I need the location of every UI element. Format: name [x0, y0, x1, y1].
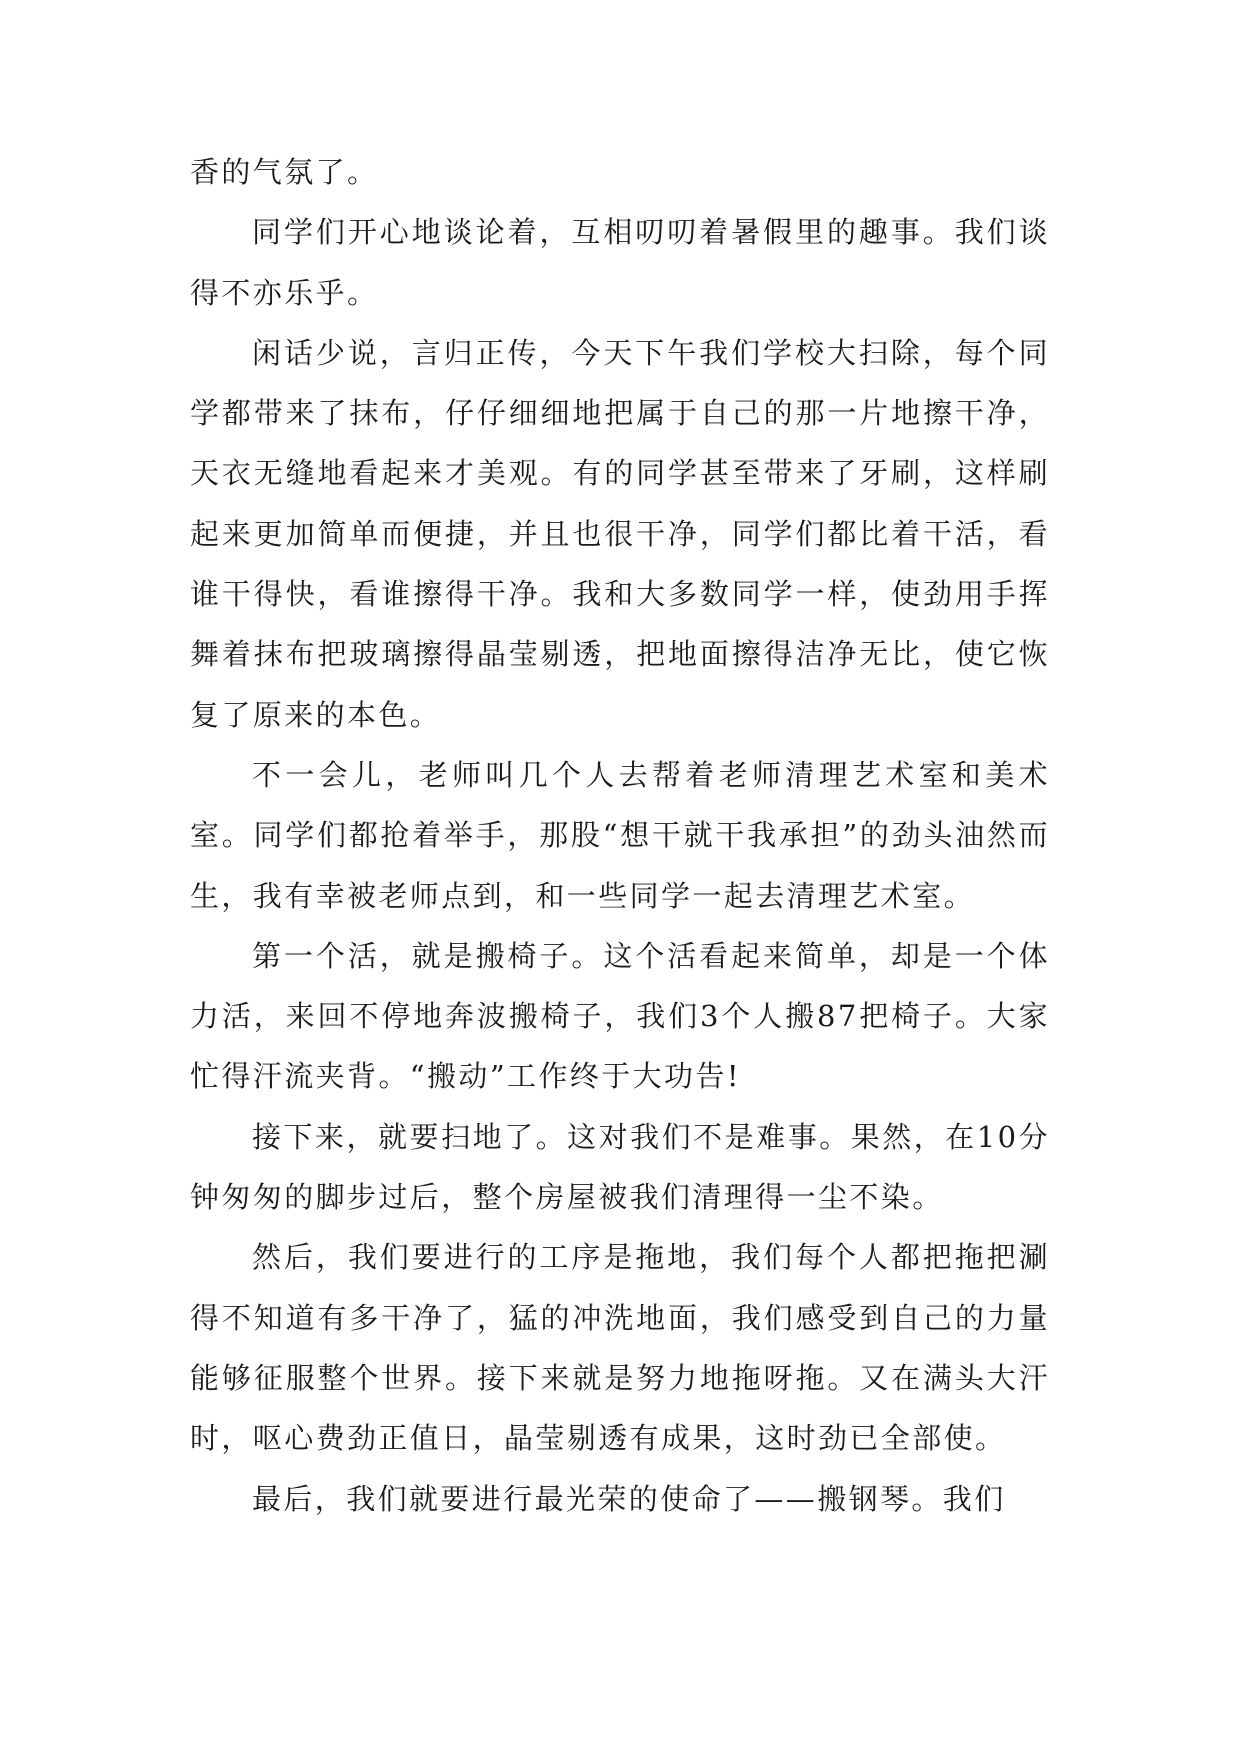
- paragraph: 闲话少说，言归正传，今天下午我们学校大扫除，每个同学都带来了抹布，仔仔细细地把属于自己的那一片地擦干净，天衣无缝地看起来才美观。有的同学甚至带来了牙刷，这样刷起来更加简单而便捷，并且也很干净，同学们都比着干活，看谁干得快，看谁擦得干净。我和大多数同学一样，使劲用手挥舞着抹布把玻璃擦得晶莹剔透，把地面擦得洁净无比，使它恢复了原来的本色。: [190, 335, 1050, 732]
- paragraph: 第一个活，就是搬椅子。这个活看起来简单，却是一个体力活，来回不停地奔波搬椅子，我们3个人搬87把椅子。大家忙得汗流夹背。“搬动”工作终于大功告!: [190, 938, 1050, 1094]
- paragraph: 不一会儿，老师叫几个人去帮着老师清理艺术室和美术室。同学们都抢着举手，那股“想干就干我承担”的劲头油然而生，我有幸被老师点到，和一些同学一起去清理艺术室。: [190, 757, 1050, 913]
- paragraph: 接下来，就要扫地了。这对我们不是难事。果然，在10分钟匆匆的脚步过后，整个房屋被我们清理得一尘不染。: [190, 1119, 1050, 1215]
- paragraph: 最后，我们就要进行最光荣的使命了——搬钢琴。我们: [252, 1481, 1006, 1516]
- paragraph: 同学们开心地谈论着，互相叨叨着暑假里的趣事。我们谈得不亦乐乎。: [190, 215, 1050, 310]
- paragraph-continuation: 香的气氛了。: [190, 155, 379, 189]
- essay-body: [190, 142, 1050, 1529]
- paragraph: 然后，我们要进行的工序是拖地，我们每个人都把拖把涮得不知道有多干净了，猛的冲洗地面，我们感受到自己的力量能够征服整个世界。接下来就是努力地拖呀拖。又在满头大汗时，呕心费劲正值日，晶莹剔透有成果，这时劲已全部使。: [190, 1240, 1050, 1456]
